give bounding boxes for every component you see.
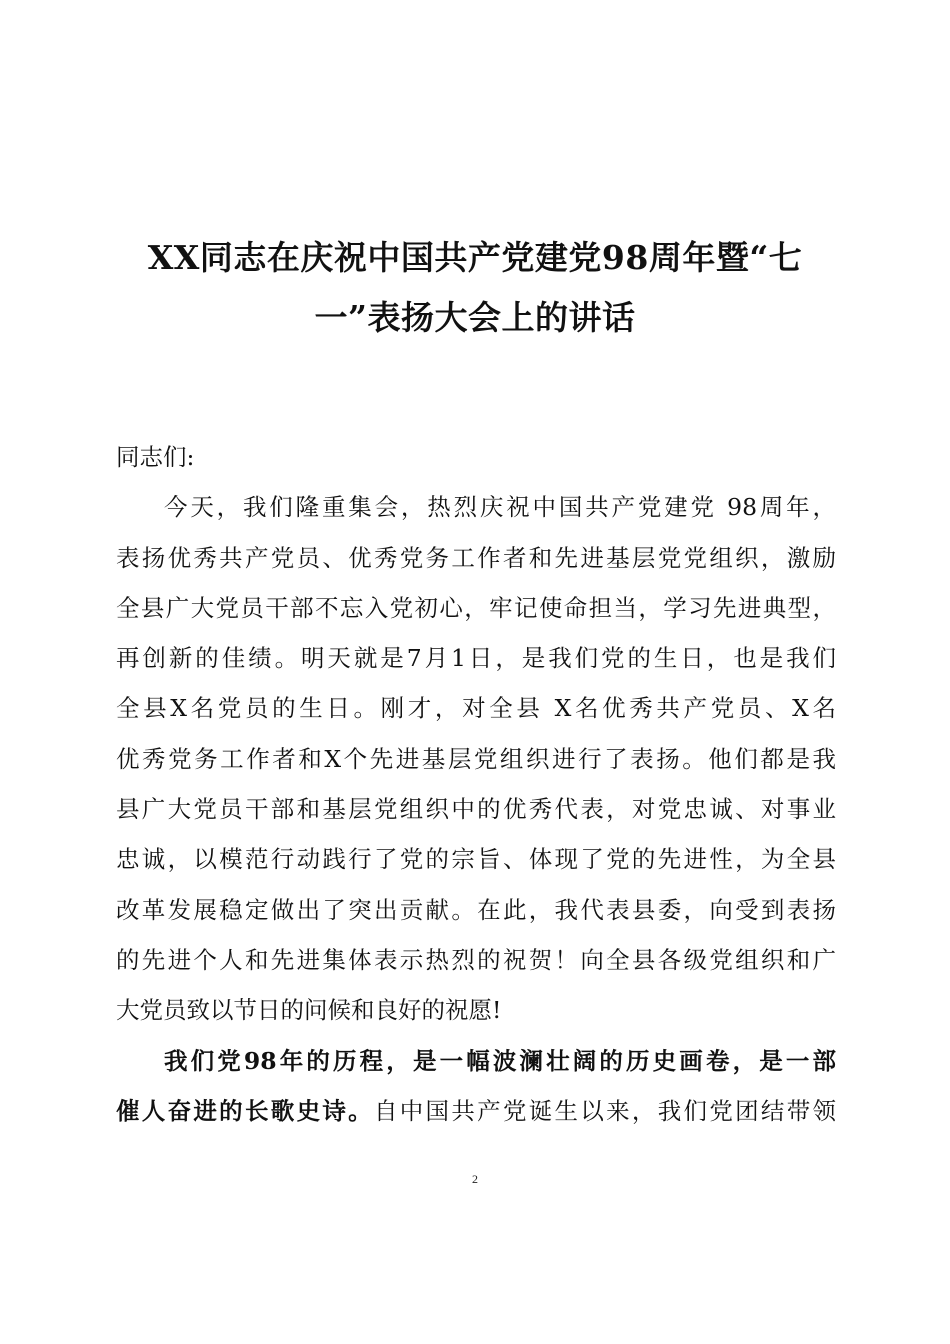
- paragraph-line: 忠诚，以模范行动践行了党的宗旨、体现了党的先进性，为全县: [116, 845, 836, 874]
- paragraph-line-mixed: [116, 1086, 836, 1136]
- document-body: [116, 432, 836, 1136]
- paragraph-line: 表扬优秀共产党员、优秀党务工作者和先进基层党党组织，激励: [116, 543, 836, 572]
- paragraph-line: 大党员致以节日的问候和良好的祝愿!: [116, 996, 502, 1025]
- paragraph-text: 自中国共产党诞生以来，我们党团结带领: [373, 1096, 836, 1125]
- paragraph-line-bold: 我们党98年的历程，是一幅波澜壮阔的历史画卷，是一部: [164, 1046, 836, 1075]
- paragraph-line: 的先进个人和先进集体表示热烈的祝贺！向全县各级党组织和广: [116, 945, 836, 974]
- paragraph-line: 今天，我们隆重集会，热烈庆祝中国共产党建党 98周年，: [164, 493, 836, 522]
- paragraph-line: 全县广大党员干部不忘入党初心，牢记使命担当，学习先进典型，: [116, 593, 836, 622]
- title-line-2: 一”表扬大会上的讲话: [314, 298, 636, 337]
- salutation: 同志们:: [116, 443, 195, 471]
- paragraph-line: 县广大党员干部和基层党组织中的优秀代表，对党忠诚、对事业: [116, 795, 836, 824]
- page-number: 2: [472, 1172, 478, 1186]
- bold-lead-text: 催人奋进的长歌史诗。: [116, 1096, 374, 1125]
- paragraph-line: 再创新的佳绩。明天就是7月1日，是我们党的生日，也是我们: [116, 644, 836, 673]
- paragraph-line: 优秀党务工作者和X个先进基层党组织进行了表扬。他们都是我: [116, 744, 836, 773]
- title-line-1: XX同志在庆祝中国共产党建党98周年暨“七: [147, 238, 803, 277]
- paragraph-line: 全县X名党员的生日。刚才，对全县 X名优秀共产党员、X名: [116, 694, 836, 723]
- paragraph-line: 改革发展稳定做出了突出贡献。在此，我代表县委，向受到表扬: [116, 895, 836, 924]
- document-title: [110, 228, 840, 348]
